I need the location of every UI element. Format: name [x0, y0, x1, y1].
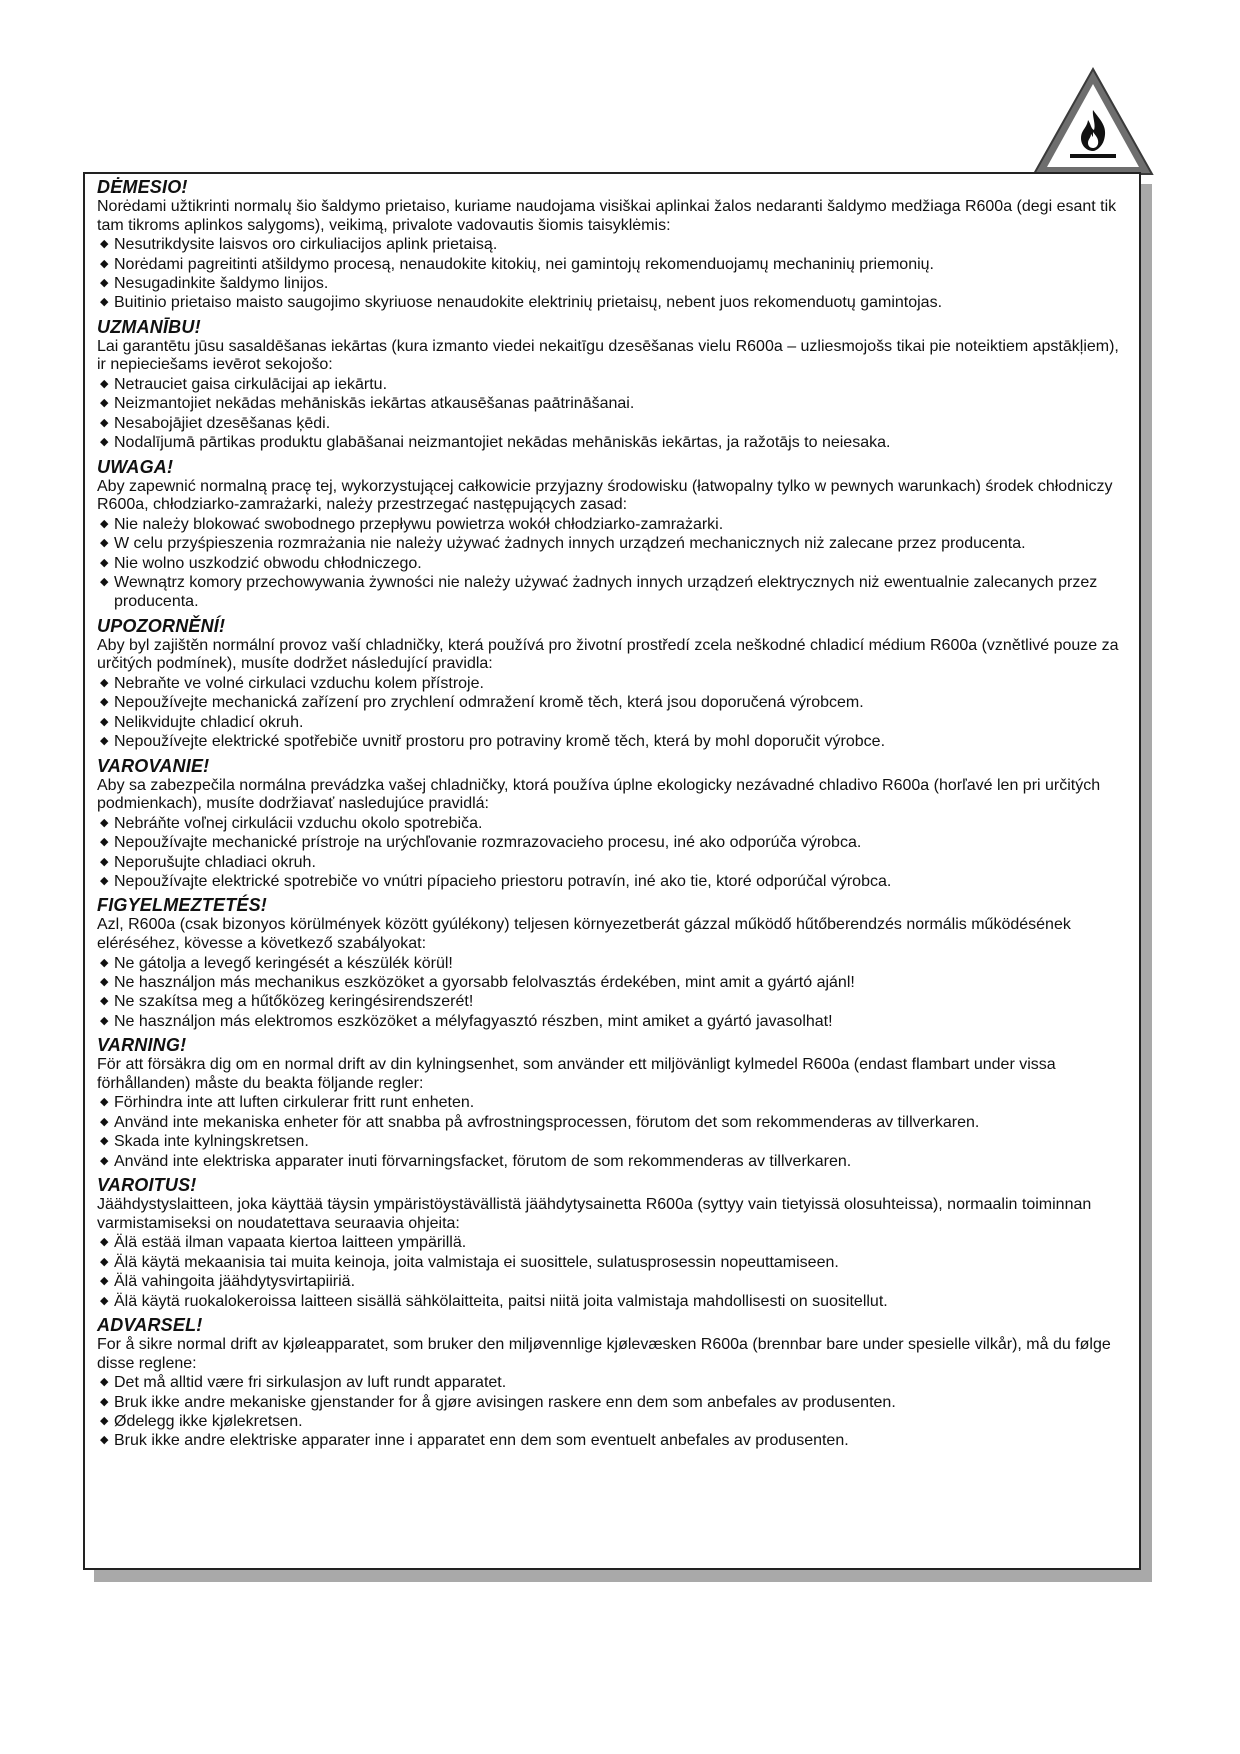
diamond-bullet-icon: ◆ [100, 976, 109, 989]
rule-list [97, 235, 1125, 313]
diamond-bullet-icon: ◆ [100, 576, 109, 589]
diamond-bullet-icon: ◆ [100, 1236, 109, 1249]
diamond-bullet-icon: ◆ [100, 556, 109, 569]
section-title: VARNING! [97, 1035, 187, 1056]
rule-text: Nesugadinkite šaldymo linijos. [114, 275, 329, 292]
diamond-bullet-icon: ◆ [100, 1135, 109, 1148]
rule-item [97, 1012, 1125, 1031]
rule-item [97, 992, 1125, 1011]
rule-list [97, 674, 1125, 752]
rule-item [97, 954, 1125, 973]
rule-item [97, 394, 1125, 413]
diamond-bullet-icon: ◆ [100, 238, 109, 251]
diamond-bullet-icon: ◆ [100, 296, 109, 309]
warning-section [97, 1034, 1125, 1171]
rule-item [97, 274, 1125, 293]
rule-text: Nelikvidujte chladicí okruh. [114, 713, 304, 731]
diamond-bullet-icon: ◆ [100, 416, 109, 429]
rule-text: Nesabojājiet dzesēšanas ķēdi. [114, 414, 331, 432]
section-title: VAROVANIE! [97, 755, 210, 776]
diamond-bullet-icon: ◆ [100, 277, 109, 289]
section-title: FIGYELMEZTETÉS! [97, 895, 268, 916]
rule-text: Norėdami pagreitinti atšildymo procesą, nenaudokite kitokių, nei gamintojų rekomenduojamų mechaninių priemonių. [114, 255, 934, 273]
warning-section [97, 456, 1125, 612]
section-intro: Jäähdystyslaitteen, joka käyttää täysin ympäristöystävällistä jäähdytysainetta R600a (syttyy vain tietyissä olosuhteissa), normaalin toiminnan varmistamiseksi on noudatettava seuraavia ohjeita: [97, 1196, 1092, 1232]
warning-section [97, 1174, 1125, 1311]
section-title: UZMANĪBU! [97, 316, 201, 337]
rule-item [97, 1431, 1125, 1450]
diamond-bullet-icon: ◆ [100, 1275, 109, 1288]
diamond-bullet-icon: ◆ [100, 1115, 109, 1128]
diamond-bullet-icon: ◆ [100, 378, 109, 390]
diamond-bullet-icon: ◆ [100, 1255, 109, 1268]
warning-section [97, 316, 1125, 453]
rule-text: Ne szakítsa meg a hűtőközeg keringésirendszerét! [114, 993, 474, 1011]
rule-item [97, 554, 1125, 573]
rule-text: Bruk ikke andre mekaniske gjenstander for å gjøre avisingen raskere enn dem som anbefales av produsenten. [114, 1393, 896, 1411]
section-intro: Lai garantētu jūsu sasaldēšanas iekārtas (kura izmanto viedei nekaitīgu dzesēšanas vielu R600a – uzliesmojošs tikai pie noteiktiem apstākļiem), ir nepieciešams ievērot sekojošo: [97, 337, 1119, 374]
section-title: DĖMESIO! [97, 177, 188, 197]
rule-item [97, 1113, 1125, 1132]
rule-item [97, 973, 1125, 992]
rule-text: Nepoužívajte mechanické prístroje na urýchľovanie rozmrazovacieho procesu, iné ako odporúča výrobca. [114, 834, 862, 852]
diamond-bullet-icon: ◆ [100, 537, 109, 550]
rule-item [97, 235, 1125, 254]
section-intro: För att försäkra dig om en normal drift av din kylningsenhet, som använder ett miljövänligt kylmedel R600a (endast flambart under vissa förhållanden) måste du beakta följande regler: [97, 1056, 1056, 1092]
warning-section [97, 894, 1125, 1031]
rule-item [97, 732, 1125, 751]
diamond-bullet-icon: ◆ [100, 836, 109, 849]
rule-text: Nebraňte ve volné cirkulaci vzduchu kolem přístroje. [114, 675, 484, 693]
rule-text: Nebráňte voľnej cirkulácii vzduchu okolo spotrebiča. [114, 814, 483, 832]
diamond-bullet-icon: ◆ [100, 855, 109, 868]
diamond-bullet-icon: ◆ [100, 1014, 109, 1027]
rule-text: Förhindra inte att luften cirkulerar fritt runt enheten. [114, 1094, 475, 1112]
rule-text: Nodalījumā pārtikas produktu glabāšanai neizmantojiet nekādas mehāniskās iekārtas, ja ražotājs to neiesaka. [114, 434, 891, 452]
rule-item [97, 1412, 1125, 1431]
rule-text: Nie wolno uszkodzić obwodu chłodniczego. [114, 554, 422, 572]
section-intro: Aby sa zabezpečila normálna prevádzka vašej chladničky, ktorá používa úplne ekologicky nezávadné chladivo R600a (horľavé len pri určitých podmienkach), musíte dodržiavať nasledujúce pravidlá: [97, 776, 1101, 813]
diamond-bullet-icon: ◆ [100, 1376, 109, 1389]
section-title: ADVARSEL! [97, 1314, 203, 1335]
rule-item [97, 433, 1125, 452]
warning-section [97, 1314, 1125, 1451]
diamond-bullet-icon: ◆ [100, 995, 109, 1008]
rule-item [97, 1132, 1125, 1151]
rule-item [97, 1272, 1125, 1291]
rule-text: Ne használjon más elektromos eszközöket a mélyfagyasztó részben, mint amiket a gyártó javasolhat! [114, 1012, 833, 1030]
rule-text: Nepoužívejte mechanická zařízení pro zrychlení odmražení kromě těch, která jsou doporučená výrobcem. [114, 694, 864, 712]
rule-text: Nepoužívejte elektrické spotřebiče uvnitř prostoru pro potraviny kromě těch, která by mohl doporučit výrobce. [114, 733, 886, 751]
rule-text: Älä käytä mekaanisia tai muita keinoja, joita valmistaja ei suosittele, sulatusprosessin nopeuttamiseen. [114, 1253, 839, 1271]
diamond-bullet-icon: ◆ [100, 1294, 109, 1307]
rule-text: Ødelegg ikke kjølekretsen. [114, 1412, 303, 1430]
warning-section [97, 755, 1125, 892]
rule-list [97, 814, 1125, 892]
rule-list [97, 1233, 1125, 1311]
rule-text: Skada inte kylningskretsen. [114, 1133, 309, 1151]
section-intro: Norėdami užtikrinti normalų šio šaldymo prietaiso, kuriame naudojama visiškai aplinkai žalos nedaranti šaldymo medžiaga R600a (degi esant tik tam tikroms aplinkos salygoms), veikimą, privalote vadovautis šiomis taisyklėmis: [97, 198, 1117, 234]
rule-item [97, 534, 1125, 553]
flammable-warning-icon [1030, 66, 1156, 180]
diamond-bullet-icon: ◆ [100, 1154, 109, 1167]
rule-text: Nie należy blokować swobodnego przepływu powietrza wokół chłodziarko-zamrażarki. [114, 515, 724, 533]
rule-item [97, 1253, 1125, 1272]
rule-text: Ne gátolja a levegő keringését a készülék körül! [114, 954, 453, 972]
rule-list [97, 954, 1125, 1032]
diamond-bullet-icon: ◆ [100, 1414, 109, 1427]
diamond-bullet-icon: ◆ [100, 677, 109, 690]
section-intro: For å sikre normal drift av kjøleapparatet, som bruker den miljøvennlige kjølevæsken R600a (brennbar bare under spesielle vilkår), må du følge disse reglene: [97, 1335, 1111, 1372]
diamond-bullet-icon: ◆ [100, 397, 109, 410]
rule-text: Wewnątrz komory przechowywania żywności nie należy używać żadnych innych urządzeń elektrycznych niż ewentualnie zalecanych przez producenta. [114, 574, 1098, 611]
rule-item [97, 293, 1125, 312]
diamond-bullet-icon: ◆ [100, 875, 109, 888]
diamond-bullet-icon: ◆ [100, 956, 109, 969]
rule-item [97, 1292, 1125, 1311]
rule-item [97, 713, 1125, 732]
rule-text: W celu przyśpieszenia rozmrażania nie należy używać żadnych innych urządzeń mechanicznych niż zalecane przez producenta. [114, 535, 1026, 553]
warning-section [97, 176, 1125, 313]
rule-text: Nesutrikdysite laisvos oro cirkuliacijos aplink prietaisą. [114, 236, 498, 254]
rule-item [97, 674, 1125, 693]
rule-item [97, 853, 1125, 872]
diamond-bullet-icon: ◆ [100, 715, 109, 728]
rule-text: Buitinio prietaiso maisto saugojimo skyriuose nenaudokite elektrinių prietaisų, nebent juos rekomenduotų gamintojas. [114, 294, 943, 312]
rule-item [97, 1233, 1125, 1252]
rule-text: Älä estää ilman vapaata kiertoa laitteen ympärillä. [114, 1234, 467, 1252]
rule-item [97, 814, 1125, 833]
section-intro: Aby zapewnić normalną pracę tej, wykorzystującej całkowicie przyjazny środowisku (łatwopalny tylko w pewnych warunkach) środek chłodniczy R600a, chłodziarko-zamrażarki, należy przestrzegać następujących zasad: [97, 477, 1113, 514]
diamond-bullet-icon: ◆ [100, 1395, 109, 1408]
rule-text: Bruk ikke andre elektriske apparater inne i apparatet enn dem som eventuelt anbefales av produsenten. [114, 1432, 849, 1450]
diamond-bullet-icon: ◆ [100, 1434, 109, 1447]
rule-item [97, 1152, 1125, 1171]
section-title: VAROITUS! [97, 1175, 197, 1196]
rule-list [97, 1093, 1125, 1171]
diamond-bullet-icon: ◆ [100, 257, 109, 270]
diamond-bullet-icon: ◆ [100, 517, 109, 530]
rule-item [97, 833, 1125, 852]
rule-text: Älä vahingoita jäähdytysvirtapiiriä. [114, 1273, 356, 1291]
diamond-bullet-icon: ◆ [100, 436, 109, 449]
rule-text: Nepoužívajte elektrické spotrebiče vo vnútri pípacieho priestoru potravín, iné ako tie, ktoré odporúčal výrobca. [114, 873, 892, 891]
rule-text: Det må alltid være fri sirkulasjon av luft rundt apparatet. [114, 1374, 507, 1392]
rule-list [97, 1373, 1125, 1451]
diamond-bullet-icon: ◆ [100, 816, 109, 829]
rule-text: Älä käytä ruokalokeroissa laitteen sisällä sähkölaitteita, paitsi niitä joita valmistaja mahdollisesti on suositellut. [114, 1292, 888, 1310]
rule-item [97, 375, 1125, 394]
section-title: UWAGA! [97, 456, 174, 477]
section-intro: Aby byl zajištěn normální provoz vaší chladničky, která používá pro životní prostředí zcela neškodné chladicí médium R600a (vznětlivé pouze za určitých podmínek), musíte dodržet následující pravidla: [97, 636, 1119, 673]
rule-item [97, 1393, 1125, 1412]
rule-list [97, 375, 1125, 453]
section-intro: Azl, R600a (csak bizonyos körülmények között gyúlékony) teljesen környezetberát gázzal működő hűtőberendzés normális működésének eléréséhez, kövesse a következő szabályokat: [97, 916, 1071, 953]
rule-item [97, 414, 1125, 433]
rule-text: Ne használjon más mechanikus eszközöket a gyorsabb felolvasztás érdekében, mint amit a gyártó ajánl! [114, 974, 855, 992]
rule-list [97, 515, 1125, 612]
rule-text: Använd inte elektriska apparater inuti förvarningsfacket, förutom de som rekommenderas av tillverkaren. [114, 1152, 852, 1170]
rule-text: Neporušujte chladiaci okruh. [114, 853, 316, 871]
rule-item [97, 872, 1125, 891]
rule-item [97, 255, 1125, 274]
warning-section [97, 615, 1125, 752]
rule-item [97, 693, 1125, 712]
rule-text: Neizmantojiet nekādas mehāniskās iekārtas atkausēšanas paātrināšanai. [114, 395, 635, 413]
diamond-bullet-icon: ◆ [100, 735, 109, 748]
warning-content-box [83, 172, 1141, 1570]
rule-item [97, 573, 1125, 612]
rule-text: Använd inte mekaniska enheter för att snabba på avfrostningsprocessen, förutom det som rekommenderas av tillverkaren. [114, 1113, 980, 1131]
diamond-bullet-icon: ◆ [100, 1096, 109, 1109]
rule-text: Netrauciet gaisa cirkulācijai ap iekārtu. [114, 376, 388, 393]
rule-item [97, 1093, 1125, 1112]
rule-item [97, 515, 1125, 534]
diamond-bullet-icon: ◆ [100, 696, 109, 709]
section-title: UPOZORNĚNÍ! [97, 615, 226, 636]
rule-item [97, 1373, 1125, 1392]
